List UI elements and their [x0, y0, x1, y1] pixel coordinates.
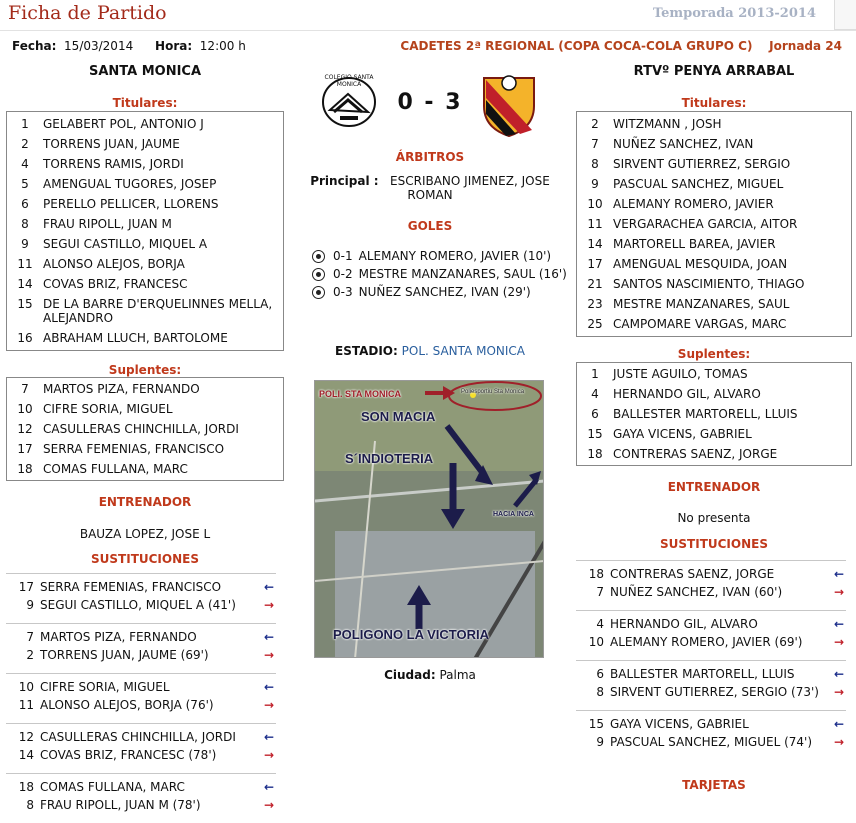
sub-out-name[interactable]: TORRENS JUAN, JAUME (69'): [40, 648, 209, 662]
player-row[interactable]: [7, 379, 283, 399]
player-name[interactable]: GELABERT POL, ANTONIO J: [43, 117, 204, 131]
time-label: Hora:: [155, 39, 193, 53]
player-number: 2: [591, 117, 599, 131]
city-value: Palma: [439, 668, 476, 682]
sub-in-number: 7: [26, 630, 34, 644]
arrow-right-icon: →: [833, 735, 845, 749]
goals-title: GOLES: [407, 219, 453, 233]
away-team-logo[interactable]: [480, 70, 538, 138]
player-number: 15: [17, 297, 33, 311]
sub-out-number: 8: [596, 685, 604, 699]
sub-out-name[interactable]: SIRVENT GUTIERREZ, SERGIO (73'): [610, 685, 819, 699]
player-number: 17: [587, 257, 603, 271]
player-number: 10: [17, 402, 33, 416]
player-name[interactable]: SANTOS NASCIMIENTO, THIAGO: [613, 277, 805, 291]
player-row[interactable]: [577, 134, 851, 154]
sub-out-number: 11: [18, 698, 34, 712]
player-number: 6: [591, 407, 599, 421]
sub-out-name[interactable]: ALEMANY ROMERO, JAVIER (69'): [610, 635, 803, 649]
goal-score: 0-3: [333, 285, 353, 299]
player-row[interactable]: [7, 214, 283, 234]
player-row[interactable]: [577, 254, 851, 274]
player-number: 14: [17, 277, 33, 291]
sub-in-name[interactable]: GAYA VICENS, GABRIEL: [610, 717, 749, 731]
sub-out-name[interactable]: FRAU RIPOLL, JUAN M (78'): [40, 798, 201, 812]
stadium-link[interactable]: POL. SANTA MONICA: [401, 344, 525, 358]
player-number: 15: [587, 427, 603, 441]
goal-score: 0-1: [333, 249, 353, 263]
player-row[interactable]: [7, 114, 283, 134]
player-name[interactable]: COVAS BRIZ, FRANCESC: [43, 277, 188, 291]
player-number: 6: [21, 197, 29, 211]
player-name[interactable]: HERNANDO GIL, ALVARO: [613, 387, 761, 401]
sub-in-row: [576, 615, 846, 633]
player-row[interactable]: [7, 154, 283, 174]
sub-in-number: 18: [18, 780, 34, 794]
sub-in-number: 15: [588, 717, 604, 731]
player-row[interactable]: [7, 274, 283, 294]
player-number: 7: [591, 137, 599, 151]
substitution: [6, 673, 276, 723]
sub-in-number: 12: [18, 730, 34, 744]
goals-list: [312, 247, 572, 301]
player-number: 8: [21, 217, 29, 231]
player-row[interactable]: [7, 439, 283, 459]
away-substitutions: [576, 560, 846, 760]
substitution: [576, 660, 846, 710]
player-number: 12: [17, 422, 33, 436]
player-number: 25: [587, 317, 603, 331]
match-date: [12, 39, 246, 53]
home-titulares-title: Titulares:: [112, 96, 178, 110]
player-name[interactable]: MESTRE MANZANARES, SAUL: [613, 297, 790, 311]
arrow-right-icon: →: [263, 748, 275, 762]
soccer-ball-icon: [312, 250, 325, 263]
player-row[interactable]: [7, 254, 283, 274]
player-name[interactable]: SERRA FEMENIAS, FRANCISCO: [43, 442, 225, 456]
map-label-son-macia: SON MACIA: [361, 409, 436, 424]
player-number: 11: [587, 217, 603, 231]
sub-in-name[interactable]: CONTRERAS SAENZ, JORGE: [610, 567, 775, 581]
map-label-poligono: POLIGONO LA VICTORIA: [333, 627, 490, 642]
player-row[interactable]: [577, 214, 851, 234]
arrow-right-icon: →: [263, 698, 275, 712]
sub-out-number: 14: [18, 748, 34, 762]
sub-out-row: [6, 746, 276, 764]
player-name[interactable]: MARTORELL BAREA, JAVIER: [613, 237, 776, 251]
arrow-left-icon: ←: [833, 617, 845, 631]
player-name[interactable]: TORRENS JUAN, JAUME: [43, 137, 180, 151]
sub-in-number: 18: [588, 567, 604, 581]
player-number: 18: [587, 447, 603, 461]
goal-row: [312, 283, 572, 301]
player-number: 8: [591, 157, 599, 171]
home-coach-name: BAUZA LOPEZ, JOSE L: [79, 527, 211, 541]
sub-out-row: [576, 683, 846, 701]
sub-out-row: [576, 733, 846, 751]
player-name[interactable]: BALLESTER MARTORELL, LLUIS: [613, 407, 798, 421]
player-name[interactable]: SIRVENT GUTIERREZ, SERGIO: [613, 157, 791, 171]
player-name[interactable]: WITZMANN , JOSH: [613, 117, 722, 131]
substitution: [576, 710, 846, 760]
home-team-name[interactable]: SANTA MONICA: [88, 64, 202, 79]
player-name[interactable]: SEGUI CASTILLO, MIQUEL A: [43, 237, 208, 251]
home-substitutions: [6, 573, 276, 823]
player-row[interactable]: [577, 194, 851, 214]
sub-out-number: 10: [588, 635, 604, 649]
sub-in-name[interactable]: CIFRE SORIA, MIGUEL: [40, 680, 170, 694]
player-name[interactable]: CAMPOMARE VARGAS, MARC: [613, 317, 787, 331]
player-name[interactable]: GAYA VICENS, GABRIEL: [613, 427, 752, 441]
arrow-left-icon: ←: [263, 680, 275, 694]
sub-out-row: [576, 633, 846, 651]
arrow-left-icon: ←: [263, 730, 275, 744]
sub-out-name[interactable]: PASCUAL SANCHEZ, MIGUEL (74'): [610, 735, 813, 749]
map-pin-label: Poliesportiu Sta Monica: [461, 389, 525, 395]
arrow-right-icon: →: [833, 635, 845, 649]
soccer-ball-icon: [312, 286, 325, 299]
player-row[interactable]: [7, 294, 283, 328]
sub-out-number: 9: [596, 735, 604, 749]
player-number: 14: [587, 237, 603, 251]
sub-in-number: 4: [596, 617, 604, 631]
player-number: 1: [21, 117, 29, 131]
sub-in-row: [6, 778, 276, 796]
player-row[interactable]: [7, 459, 283, 479]
goal-scorer[interactable]: NUÑEZ SANCHEZ, IVAN (29'): [358, 285, 531, 299]
date-label: Fecha:: [12, 39, 57, 53]
sub-in-row: [6, 628, 276, 646]
sub-in-number: 17: [18, 580, 34, 594]
arrow-right-icon: →: [833, 585, 845, 599]
player-name[interactable]: FRAU RIPOLL, JUAN M: [43, 217, 172, 231]
goal-scorer[interactable]: MESTRE MANZANARES, SAUL (16'): [358, 267, 567, 281]
player-name[interactable]: CIFRE SORIA, MIGUEL: [43, 402, 173, 416]
player-row[interactable]: [577, 424, 851, 444]
sub-out-name[interactable]: NUÑEZ SANCHEZ, IVAN (60'): [610, 585, 783, 599]
player-number: 16: [17, 331, 33, 345]
referee-role: Principal :: [310, 174, 379, 188]
referees-title: ÁRBITROS: [395, 150, 465, 164]
home-suplentes-list: [6, 377, 284, 481]
time-value: 12:00 h: [199, 39, 246, 53]
sub-out-row: [6, 596, 276, 614]
away-titulares-title: Titulares:: [681, 96, 747, 110]
sub-out-row: [6, 796, 276, 814]
player-name[interactable]: JUSTE AGUILO, TOMAS: [613, 367, 748, 381]
player-row[interactable]: [577, 294, 851, 314]
header-divider: [0, 30, 856, 31]
stadium-map[interactable]: [314, 380, 544, 658]
player-name[interactable]: TORRENS RAMIS, JORDI: [43, 157, 184, 171]
player-row[interactable]: [577, 364, 851, 384]
away-team-name[interactable]: RTVº PENYA ARRABAL: [633, 64, 795, 79]
player-number: 9: [591, 177, 599, 191]
away-titulares-list: [576, 111, 852, 337]
jornada: Jornada 24: [769, 39, 842, 53]
substitution: [6, 623, 276, 673]
season-scroll-handle[interactable]: [834, 0, 856, 30]
player-row[interactable]: [577, 404, 851, 424]
arrow-left-icon: ←: [833, 717, 845, 731]
player-row[interactable]: [7, 174, 283, 194]
player-name[interactable]: DE LA BARRE D'ERQUELINNES MELLA, ALEJANDRO: [43, 297, 273, 325]
sub-out-name[interactable]: SEGUI CASTILLO, MIQUEL A (41'): [40, 598, 236, 612]
page-title: Ficha de Partido: [8, 2, 167, 24]
sub-in-name[interactable]: COMAS FULLANA, MARC: [40, 780, 185, 794]
goal-score: 0-2: [333, 267, 353, 281]
goal-scorer[interactable]: ALEMANY ROMERO, JAVIER (10'): [358, 249, 552, 263]
player-row[interactable]: [7, 419, 283, 439]
player-number: 9: [21, 237, 29, 251]
map-label-indioteria: S´INDIOTERIA: [345, 451, 434, 466]
substitution: [6, 573, 276, 623]
home-subs-title: SUSTITUCIONES: [91, 552, 199, 566]
player-name[interactable]: CASULLERAS CHINCHILLA, JORDI: [43, 422, 239, 436]
match-score: 0 - 3: [397, 90, 463, 115]
player-name[interactable]: NUÑEZ SANCHEZ, IVAN: [613, 137, 754, 151]
arrow-left-icon: ←: [833, 667, 845, 681]
player-number: 5: [21, 177, 29, 191]
player-row[interactable]: [577, 174, 851, 194]
substitution: [576, 610, 846, 660]
arrow-left-icon: ←: [833, 567, 845, 581]
player-number: 23: [587, 297, 603, 311]
stadium: [288, 344, 572, 358]
sub-out-number: 9: [26, 598, 34, 612]
competition-info: [400, 39, 842, 53]
player-name[interactable]: VERGARACHEA GARCIA, AITOR: [613, 217, 798, 231]
player-row[interactable]: [577, 114, 851, 134]
sub-out-row: [6, 646, 276, 664]
arrow-right-icon: →: [263, 598, 275, 612]
player-row[interactable]: [577, 154, 851, 174]
player-name[interactable]: ABRAHAM LLUCH, BARTOLOME: [43, 331, 228, 345]
substitution: [6, 723, 276, 773]
competition-name: CADETES 2ª REGIONAL (COPA COCA-COLA GRUPO C): [400, 39, 753, 53]
goal-row: [312, 265, 572, 283]
date-value: 15/03/2014: [64, 39, 134, 53]
player-row[interactable]: [577, 234, 851, 254]
home-logo-text: COLEGIO SANTA MONICA: [324, 74, 374, 88]
away-suplentes-title: Suplentes:: [677, 347, 751, 361]
stadium-label: ESTADIO:: [335, 344, 398, 358]
player-name[interactable]: CONTRERAS SAENZ, JORGE: [613, 447, 778, 461]
player-name[interactable]: PASCUAL SANCHEZ, MIGUEL: [613, 177, 784, 191]
player-row[interactable]: [577, 384, 851, 404]
sub-out-number: 8: [26, 798, 34, 812]
player-row[interactable]: [577, 314, 851, 334]
arrow-left-icon: ←: [263, 630, 275, 644]
player-number: 1: [591, 367, 599, 381]
main-referee: [288, 174, 572, 202]
player-number: 11: [17, 257, 33, 271]
season-label: Temporada 2013-2014: [652, 6, 816, 21]
player-name[interactable]: PERELLO PELLICER, LLORENS: [43, 197, 219, 211]
sub-out-row: [576, 583, 846, 601]
substitution: [576, 560, 846, 610]
city-label: Ciudad:: [384, 668, 436, 682]
sub-in-row: [6, 728, 276, 746]
player-number: 7: [21, 382, 29, 396]
sub-in-row: [576, 715, 846, 733]
player-name[interactable]: AMENGUAL MESQUIDA, JOAN: [613, 257, 788, 271]
sub-in-name[interactable]: MARTOS PIZA, FERNANDO: [40, 630, 197, 644]
sub-out-number: 7: [596, 585, 604, 599]
away-coach-name: No presenta: [677, 511, 751, 525]
player-number: 17: [17, 442, 33, 456]
home-titulares-list: [6, 111, 284, 351]
sub-out-name[interactable]: ALONSO ALEJOS, BORJA (76'): [40, 698, 214, 712]
referee-name: ESCRIBANO JIMENEZ, JOSE ROMAN: [390, 174, 550, 202]
player-row[interactable]: [7, 134, 283, 154]
player-number: 18: [17, 462, 33, 476]
player-row[interactable]: [577, 274, 851, 294]
away-coach-title: ENTRENADOR: [667, 480, 761, 494]
away-subs-title: SUSTITUCIONES: [660, 537, 768, 551]
player-name[interactable]: COMAS FULLANA, MARC: [43, 462, 188, 476]
map-label-poli: POLI. STA MONICA: [319, 389, 401, 399]
sub-in-row: [6, 678, 276, 696]
sub-out-number: 2: [26, 648, 34, 662]
sub-in-row: [576, 565, 846, 583]
player-number: 2: [21, 137, 29, 151]
player-row[interactable]: [7, 234, 283, 254]
arrow-right-icon: →: [263, 798, 275, 812]
player-row[interactable]: [7, 399, 283, 419]
map-label-inca: HACIA INCA: [493, 511, 534, 518]
sub-in-name[interactable]: SERRA FEMENIAS, FRANCISCO: [40, 580, 222, 594]
soccer-ball-icon: [312, 268, 325, 281]
arrow-left-icon: ←: [263, 580, 275, 594]
arrow-right-icon: →: [833, 685, 845, 699]
sub-in-number: 10: [18, 680, 34, 694]
home-suplentes-title: Suplentes:: [108, 363, 182, 377]
player-name[interactable]: ALONSO ALEJOS, BORJA: [43, 257, 185, 271]
player-number: 4: [591, 387, 599, 401]
player-name[interactable]: MARTOS PIZA, FERNANDO: [43, 382, 200, 396]
sub-out-name[interactable]: COVAS BRIZ, FRANCESC (78'): [40, 748, 217, 762]
sub-in-row: [6, 578, 276, 596]
goal-row: [312, 247, 572, 265]
player-name[interactable]: AMENGUAL TUGORES, JOSEP: [43, 177, 217, 191]
sub-in-name[interactable]: BALLESTER MARTORELL, LLUIS: [610, 667, 795, 681]
home-team-logo[interactable]: [318, 72, 380, 132]
sub-in-number: 6: [596, 667, 604, 681]
away-suplentes-list: [576, 362, 852, 466]
sub-in-name[interactable]: CASULLERAS CHINCHILLA, JORDI: [40, 730, 236, 744]
home-coach-title: ENTRENADOR: [98, 495, 192, 509]
player-number: 21: [587, 277, 603, 291]
sub-in-row: [576, 665, 846, 683]
player-row[interactable]: [7, 194, 283, 214]
sub-out-row: [6, 696, 276, 714]
player-number: 4: [21, 157, 29, 171]
player-number: 10: [587, 197, 603, 211]
sub-in-name[interactable]: HERNANDO GIL, ALVARO: [610, 617, 758, 631]
player-row[interactable]: [577, 444, 851, 464]
arrow-left-icon: ←: [263, 780, 275, 794]
arrow-right-icon: →: [263, 648, 275, 662]
player-name[interactable]: ALEMANY ROMERO, JAVIER: [613, 197, 774, 211]
city: [288, 668, 572, 682]
cards-title: TARJETAS: [682, 778, 746, 792]
substitution: [6, 773, 276, 823]
player-row[interactable]: [7, 328, 283, 348]
